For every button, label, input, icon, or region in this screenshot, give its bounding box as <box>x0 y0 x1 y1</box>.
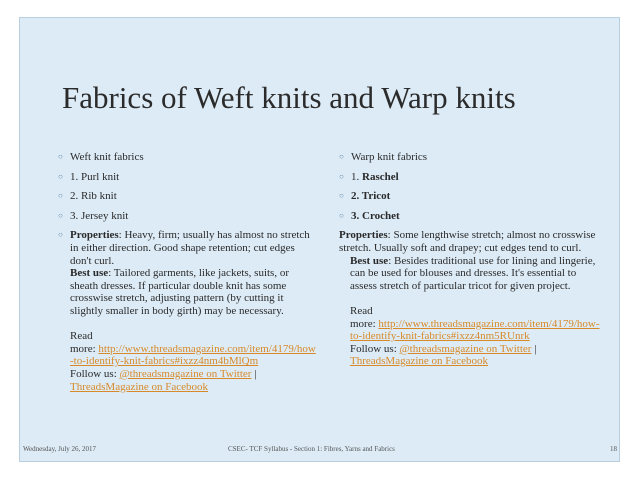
properties-block: Properties: Some lengthwise stretch; almost no crosswise stretch. Usually soft and drapey; cut edges tend to curl. Best use: Besides traditional use for lining and lingerie, can be used for blouses and dresses. It's essential to assess stretch of particular tricot for given project. Read more: http://www.threadsmagazine.com/item/4179/how-to-identify-knit-fabrics#ixzz4nm5RUnrk Follow us: @threadsmagazine on Twitter | ThreadsMagazine on Facebook <box>339 229 600 368</box>
bullet-circle-icon: ○ <box>339 191 344 201</box>
list-item: ○ 3. Crochet <box>339 209 400 222</box>
right-column <box>339 151 601 368</box>
best-use-label: Best use <box>70 267 109 280</box>
bullet-circle-icon: ○ <box>339 210 344 220</box>
slide-title: Fabrics of Weft knits and Warp knits <box>62 80 516 115</box>
properties-text: : Heavy, firm; usually has almost no stretch in either direction. Good shape retention; cut edges don't curl. <box>70 229 310 267</box>
slide <box>19 17 620 462</box>
bullet-circle-icon: ○ <box>58 171 63 181</box>
list-item: ○ 1. Purl knit <box>58 170 120 183</box>
footer-date: Wednesday, July 26, 2017 <box>23 445 97 453</box>
properties-text: : Some lengthwise stretch; almost no crosswise stretch. Usually soft and drapey; cut edges tend to curl. <box>339 229 596 254</box>
footer-title: CSEC- TCF Syllabus - Section 1: Fibres, Yarns and Fabrics <box>228 445 395 453</box>
bullet-circle-icon: ○ <box>58 230 63 240</box>
twitter-link[interactable]: @threadsmagazine on Twitter <box>399 342 532 355</box>
bullet-circle-icon: ○ <box>58 191 63 201</box>
bullet-circle-icon: ○ <box>58 210 63 220</box>
read-more-link[interactable]: http://www.threadsmagazine.com/item/4179/how-to-identify-knit-fabrics#ixzz4nm4bMlQm <box>70 342 316 368</box>
read-more-link[interactable]: http://www.threadsmagazine.com/item/4179/how-to-identify-knit-fabrics#ixzz4nm5RUnrk <box>350 317 600 343</box>
left-column <box>58 151 316 393</box>
list-item: ○ Warp knit fabrics <box>339 151 428 163</box>
bullet-circle-icon: ○ <box>339 152 344 161</box>
best-use-label: Best use <box>350 254 389 267</box>
list-item: ○ 2. Tricot <box>339 190 391 203</box>
properties-label: Properties <box>339 229 388 242</box>
facebook-link[interactable]: ThreadsMagazine on Facebook <box>70 380 209 393</box>
twitter-link[interactable]: @threadsmagazine on Twitter <box>119 367 252 380</box>
list-item: ○ Weft knit fabrics <box>58 151 144 163</box>
properties-label: Properties <box>70 229 119 242</box>
list-item: ○ 1. Raschel <box>339 170 399 183</box>
bullet-circle-icon: ○ <box>58 152 63 161</box>
read-label: Read <box>350 304 373 317</box>
list-item: ○ 2. Rib knit <box>58 190 117 203</box>
read-label: Read <box>70 330 93 343</box>
best-use-text: : Tailored garments, like jackets, suits, or sheath dresses. If particular double knit has some crosswise stretch, adjusting pattern (by cutting it slightly smaller in body girth) may be necessary. <box>70 267 289 317</box>
best-use-text: : Besides traditional use for lining and lingerie, can be used for blouses and dresses. It's essential to assess stretch of particular tricot for given project. <box>350 254 596 292</box>
facebook-link[interactable]: ThreadsMagazine on Facebook <box>350 355 489 368</box>
list-item: ○ 3. Jersey knit <box>58 209 129 222</box>
page-number: 18 <box>610 445 617 453</box>
properties-item: ○ Properties: Heavy, firm; usually has almost no stretch in either direction. Good shape retention; cut edges don't curl. Best use: Tailored garments, like jackets, suits, or sheath dresses. If particular double knit has some crosswise stretch, adjusting pattern (by cutting it slightly smaller in body girth) may be necessary. Read more: http://www.threadsmagazine.com/item/4179/how-to-identify-knit-fabrics#ixzz4nm4bMlQm Follow us: @threadsmagazine on Twitter | ThreadsMagazine on Facebook <box>58 229 316 393</box>
bullet-circle-icon: ○ <box>339 171 344 181</box>
